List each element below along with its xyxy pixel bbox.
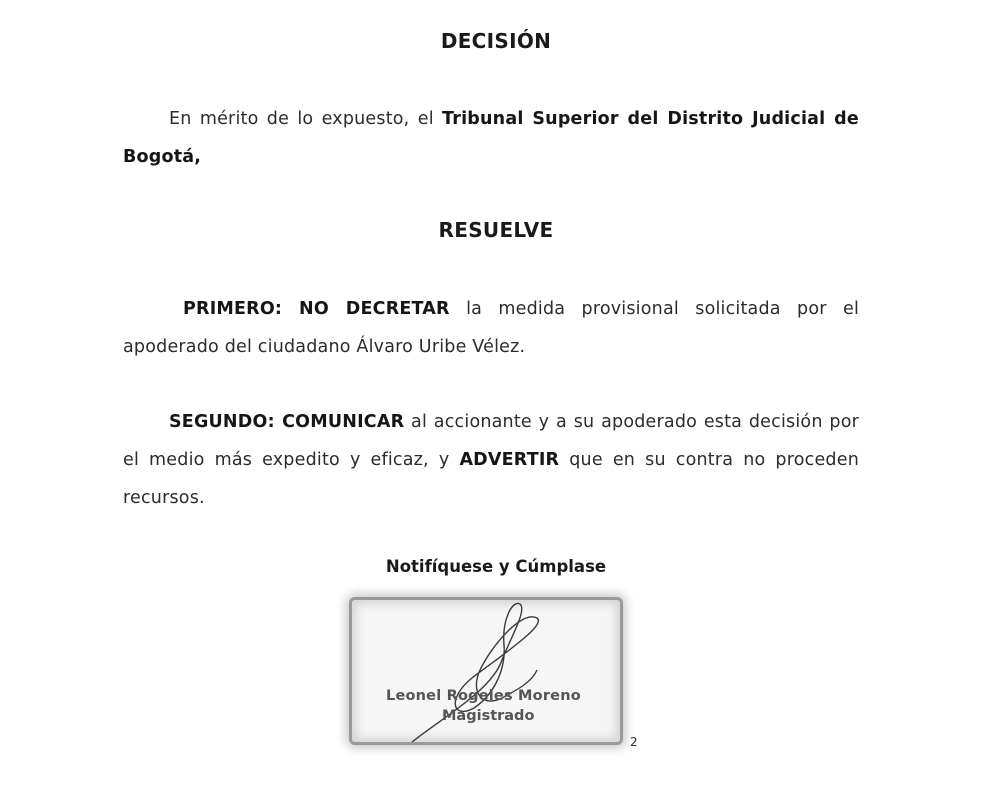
signer-role: Magistrado bbox=[442, 708, 535, 724]
paragraph-merito bbox=[123, 100, 859, 176]
closing-formula: Notifíquese y Cúmplase bbox=[385, 557, 607, 576]
heading-decision: DECISIÓN bbox=[440, 29, 552, 53]
segundo-advertir: ADVERTIR bbox=[459, 450, 560, 470]
segundo-text-2: que en su contra no proceden recursos. bbox=[123, 450, 859, 508]
segundo-label: SEGUNDO: COMUNICAR bbox=[169, 412, 405, 432]
signer-name: Leonel Rogeles Moreno bbox=[386, 688, 581, 704]
merito-court-name: Tribunal Superior del Distrito Judicial de Bogotá, bbox=[123, 109, 859, 167]
signature-block bbox=[352, 600, 620, 742]
paragraph-primero bbox=[123, 290, 859, 366]
heading-resuelve: RESUELVE bbox=[438, 218, 554, 242]
primero-label: PRIMERO: NO DECRETAR bbox=[183, 299, 450, 319]
segundo-text-1: al accionante y a su apoderado esta decisión por el medio más expedito y eficaz, y bbox=[123, 412, 859, 470]
primero-text: la medida provisional solicitada por el apoderado del ciudadano Álvaro Uribe Vélez. bbox=[123, 299, 860, 357]
paragraph-segundo bbox=[123, 403, 859, 517]
page-number: 2 bbox=[630, 735, 638, 749]
merito-text: En mérito de lo expuesto, el bbox=[169, 109, 443, 129]
